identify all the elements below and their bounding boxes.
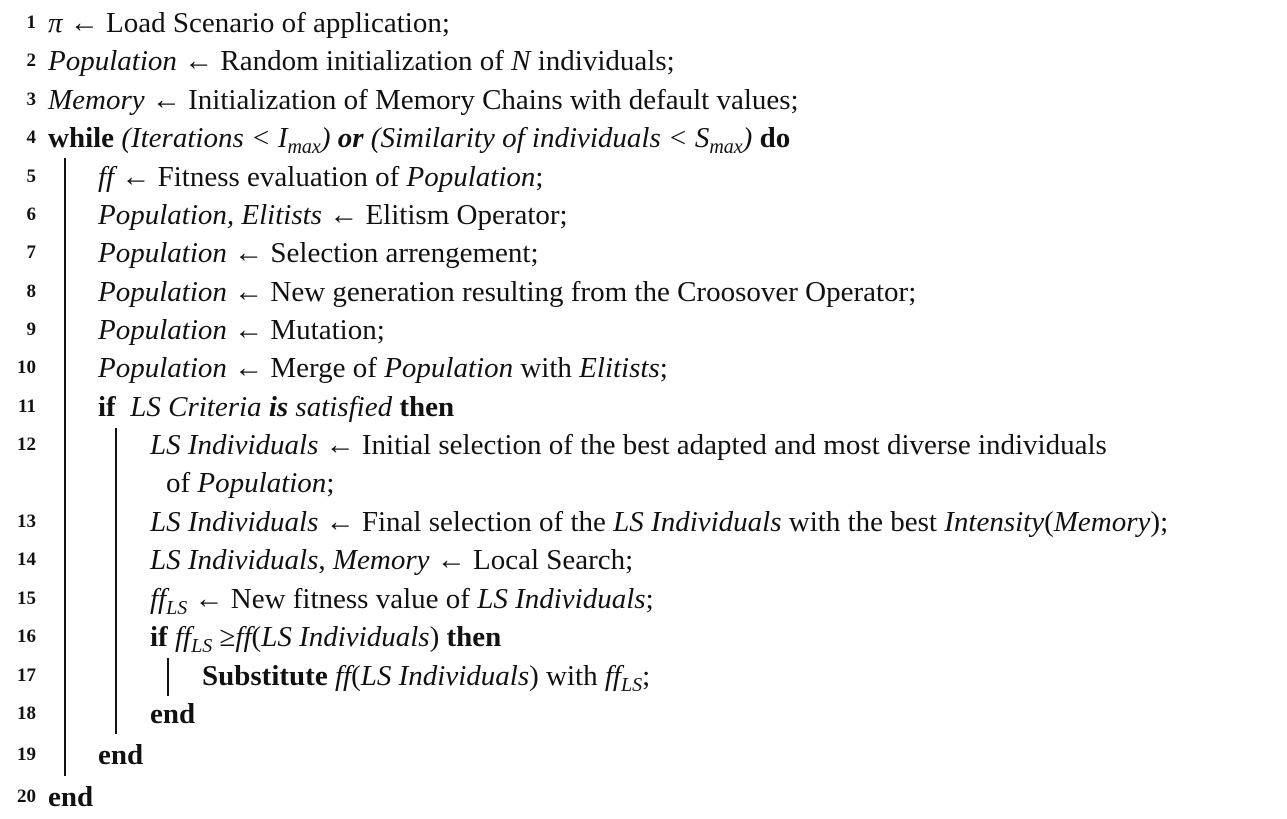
arrow-icon: ← xyxy=(184,45,214,77)
arrow-icon: ← xyxy=(151,84,181,116)
arrow-icon: ← xyxy=(194,583,224,615)
arrow-icon: ← xyxy=(121,161,151,193)
arrow-icon: ← xyxy=(234,276,264,308)
arrow-icon: ← xyxy=(234,314,264,346)
arrow-icon: ← xyxy=(325,429,355,461)
arrow-icon: ← xyxy=(234,352,264,384)
arrow-icon: ← xyxy=(234,237,264,269)
if-block-bar xyxy=(115,428,117,734)
inner-if-block-bar xyxy=(167,658,169,696)
arrow-icon: ← xyxy=(436,544,466,576)
while-block-bar xyxy=(64,158,66,776)
arrow-icon: ← xyxy=(329,199,359,231)
line-number: 1 xyxy=(26,12,36,33)
arrow-icon: ← xyxy=(69,7,99,39)
arrow-icon: ← xyxy=(325,506,355,538)
